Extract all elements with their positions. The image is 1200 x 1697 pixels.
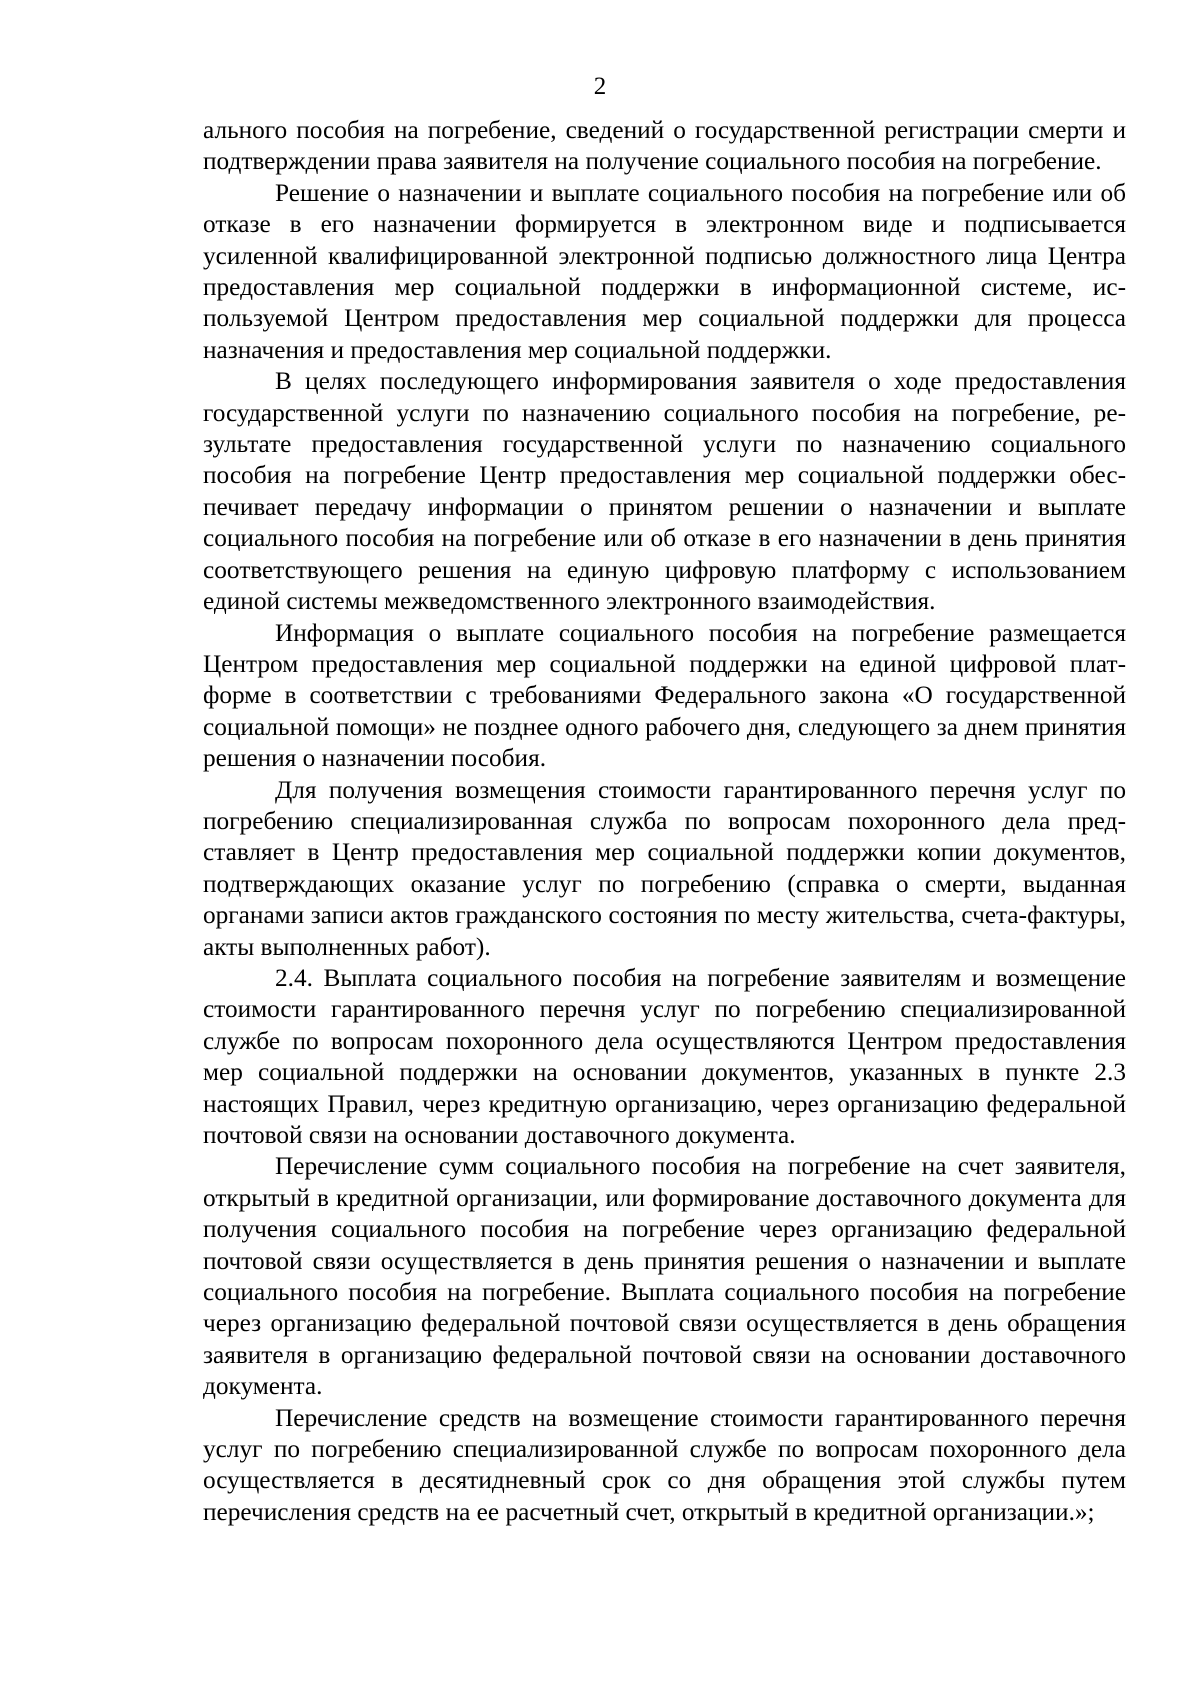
paragraph: Для получения возмещения стоимости гарантированного перечня услуг по погребению специализированная служба по вопросам похоронного дела представляет в Центр предоставления мер социальной поддержки копии документов, подтверждающих оказание услуг по погребению (справка о смерти, выданная органами записи актов гражданского состояния по месту жительства, счета-фактуры, акты выполненных работ). bbox=[203, 775, 1126, 961]
paragraph: Информация о выплате социального пособия на погребение размещается Центром предоставления мер социальной поддержки на единой цифровой платформе в соответствии с требованиями Федерального закона «О государственной социальной помощи» не позднее одного рабочего дня, следующего за днем принятия решения о назначении пособия. bbox=[203, 618, 1126, 773]
page-number: 2 bbox=[593, 73, 607, 100]
paragraph: ального пособия на погребение, сведений о государственной регистрации смерти и подтверждении права заявителя на получение социального пособия на погребение. bbox=[203, 116, 1126, 176]
body-text bbox=[203, 115, 1126, 1528]
paragraph: Перечисление средств на возмещение стоимости гарантированного перечня услуг по погребению специализированной службе по вопросам похоронного дела осуществляется в десятидневный срок со дня обращения этой службы путем перечисления средств на ее расчетный счет, открытый в кредитной организации.»; bbox=[203, 1403, 1126, 1526]
paragraph: 2.4. Выплата социального пособия на погребение заявителям и возмещение стоимости гарантированного перечня услуг по погребению специализированной службе по вопросам похоронного дела осуществляются Центром предоставления мер социальной поддержки на основании документов, указанных в пункте 2.3 настоящих Правил, через кредитную организацию, через организацию федеральной почтовой связи на основании доставочного документа. bbox=[203, 963, 1126, 1149]
paragraph: Решение о назначении и выплате социального пособия на погребение или об отказе в его назначении формируется в электронном виде и подписывается усиленной квалифицированной электронной подписью должностного лица Центра предоставления мер социальной поддержки в информационной системе, используемой Центром предоставления мер социальной поддержки для процесса назначения и предоставления мер социальной поддержки. bbox=[203, 178, 1126, 364]
paragraph: В целях последующего информирования заявителя о ходе предоставления государственной услуги по назначению социального пособия на погребение, результате предоставления государственной услуги по назначению социального пособия на погребение Центр предоставления мер социальной поддержки обеспечивает передачу информации о принятом решении о назначении и выплате социального пособия на погребение или об отказе в его назначении в день принятия соответствующего решения на единую цифровую платформу с использованием единой системы межведомственного электронного взаимодействия. bbox=[203, 367, 1126, 616]
paragraph: Перечисление сумм социального пособия на погребение на счет заявителя, открытый в кредитной организации, или формирование доставочного документа для получения социального пособия на погребение через организацию федеральной почтовой связи осуществляется в день принятия решения о назначении и выплате социального пособия на погребение. Выплата социального пособия на погребение через организацию федеральной почтовой связи осуществляется в день обращения заявителя в организацию федеральной почтовой связи на основании доставочного документа. bbox=[203, 1152, 1126, 1401]
